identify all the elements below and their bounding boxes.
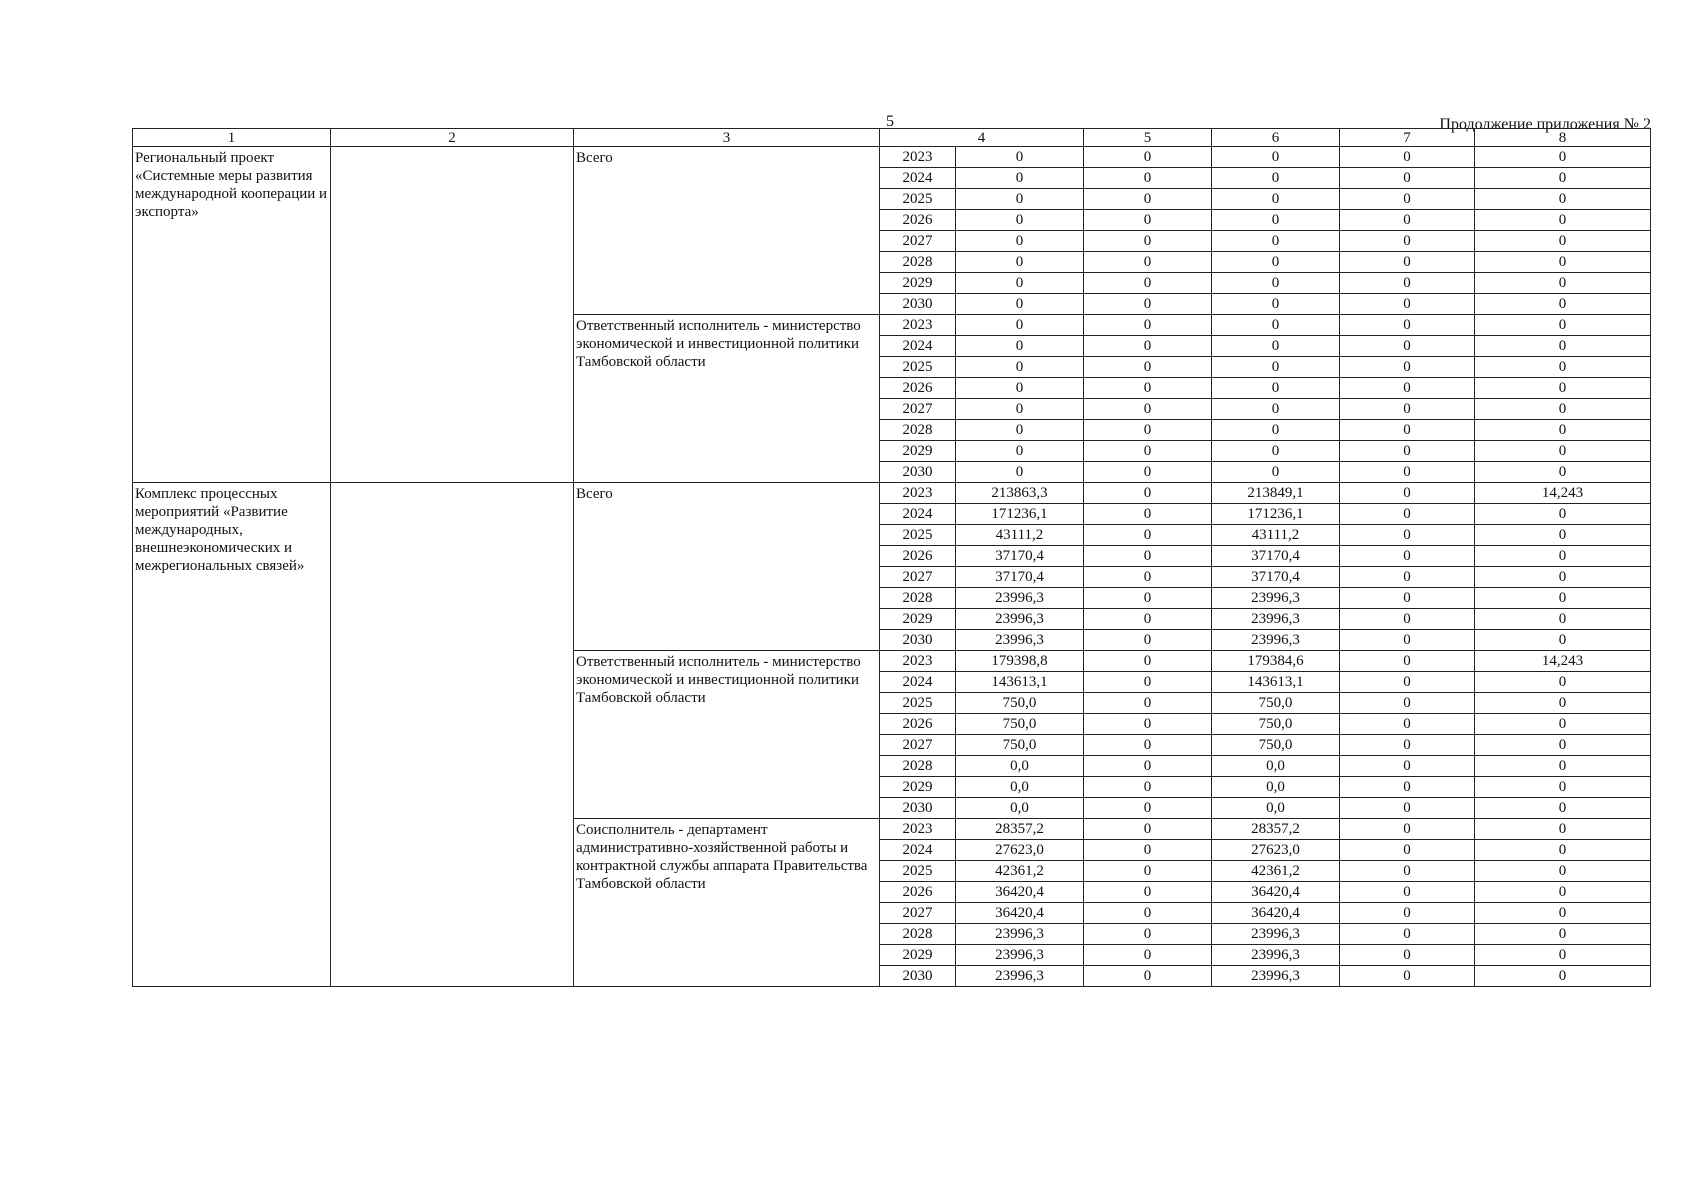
col6-cell: 0 <box>1212 294 1340 315</box>
col6-cell: 0 <box>1212 420 1340 441</box>
total-cell: 36420,4 <box>956 882 1084 903</box>
col5-cell: 0 <box>1084 819 1212 840</box>
col-header-5: 5 <box>1084 129 1212 147</box>
col6-cell: 23996,3 <box>1212 924 1340 945</box>
col6-cell: 36420,4 <box>1212 882 1340 903</box>
col5-cell: 0 <box>1084 231 1212 252</box>
col5-cell: 0 <box>1084 903 1212 924</box>
col7-cell: 0 <box>1340 819 1475 840</box>
col5-cell: 0 <box>1084 693 1212 714</box>
col-header-1: 1 <box>133 129 331 147</box>
year-cell: 2028 <box>880 252 956 273</box>
year-cell: 2023 <box>880 651 956 672</box>
col8-cell: 0 <box>1475 609 1651 630</box>
col6-cell: 143613,1 <box>1212 672 1340 693</box>
total-cell: 171236,1 <box>956 504 1084 525</box>
col7-cell: 0 <box>1340 798 1475 819</box>
col5-cell: 0 <box>1084 588 1212 609</box>
year-cell: 2026 <box>880 210 956 231</box>
year-cell: 2025 <box>880 861 956 882</box>
col6-cell: 0,0 <box>1212 798 1340 819</box>
col8-cell: 14,243 <box>1475 651 1651 672</box>
col8-cell: 0 <box>1475 399 1651 420</box>
total-cell: 27623,0 <box>956 840 1084 861</box>
col8-cell: 0 <box>1475 924 1651 945</box>
col8-cell: 14,243 <box>1475 483 1651 504</box>
col-header-7: 7 <box>1340 129 1475 147</box>
col5-cell: 0 <box>1084 420 1212 441</box>
col8-cell: 0 <box>1475 714 1651 735</box>
section-name: Комплекс процессных мероприятий «Развитие международных, внешнеэкономических и межрегиональных связей» <box>133 483 331 987</box>
col6-cell: 23996,3 <box>1212 588 1340 609</box>
year-cell: 2024 <box>880 840 956 861</box>
col5-cell: 0 <box>1084 525 1212 546</box>
year-cell: 2028 <box>880 924 956 945</box>
year-cell: 2024 <box>880 336 956 357</box>
col7-cell: 0 <box>1340 945 1475 966</box>
year-cell: 2024 <box>880 672 956 693</box>
total-cell: 0 <box>956 420 1084 441</box>
total-cell: 23996,3 <box>956 630 1084 651</box>
total-cell: 0 <box>956 168 1084 189</box>
year-cell: 2027 <box>880 399 956 420</box>
col8-cell: 0 <box>1475 798 1651 819</box>
col5-cell: 0 <box>1084 882 1212 903</box>
col6-cell: 750,0 <box>1212 693 1340 714</box>
col8-cell: 0 <box>1475 315 1651 336</box>
col-header-2: 2 <box>331 129 574 147</box>
col5-cell: 0 <box>1084 966 1212 987</box>
col7-cell: 0 <box>1340 147 1475 168</box>
year-cell: 2029 <box>880 945 956 966</box>
year-cell: 2027 <box>880 735 956 756</box>
col8-cell: 0 <box>1475 693 1651 714</box>
col7-cell: 0 <box>1340 399 1475 420</box>
col7-cell: 0 <box>1340 630 1475 651</box>
total-cell: 23996,3 <box>956 609 1084 630</box>
total-cell: 28357,2 <box>956 819 1084 840</box>
total-cell: 0,0 <box>956 798 1084 819</box>
col8-cell: 0 <box>1475 357 1651 378</box>
col7-cell: 0 <box>1340 966 1475 987</box>
col6-cell: 0 <box>1212 273 1340 294</box>
col7-cell: 0 <box>1340 357 1475 378</box>
year-cell: 2029 <box>880 441 956 462</box>
col7-cell: 0 <box>1340 609 1475 630</box>
col7-cell: 0 <box>1340 756 1475 777</box>
col8-cell: 0 <box>1475 756 1651 777</box>
col7-cell: 0 <box>1340 840 1475 861</box>
col7-cell: 0 <box>1340 735 1475 756</box>
total-cell: 0 <box>956 231 1084 252</box>
total-cell: 36420,4 <box>956 903 1084 924</box>
col7-cell: 0 <box>1340 441 1475 462</box>
total-cell: 143613,1 <box>956 672 1084 693</box>
col-header-4: 4 <box>880 129 1084 147</box>
col7-cell: 0 <box>1340 651 1475 672</box>
col5-cell: 0 <box>1084 735 1212 756</box>
col7-cell: 0 <box>1340 420 1475 441</box>
col5-cell: 0 <box>1084 252 1212 273</box>
col6-cell: 0 <box>1212 336 1340 357</box>
total-cell: 37170,4 <box>956 546 1084 567</box>
col7-cell: 0 <box>1340 672 1475 693</box>
col5-cell: 0 <box>1084 315 1212 336</box>
col6-cell: 43111,2 <box>1212 525 1340 546</box>
page-number: 5 <box>886 113 894 130</box>
col8-cell: 0 <box>1475 525 1651 546</box>
col8-cell: 0 <box>1475 273 1651 294</box>
col8-cell: 0 <box>1475 903 1651 924</box>
total-cell: 750,0 <box>956 735 1084 756</box>
col6-cell: 179384,6 <box>1212 651 1340 672</box>
col-header-3: 3 <box>574 129 880 147</box>
col7-cell: 0 <box>1340 252 1475 273</box>
col6-cell: 0 <box>1212 399 1340 420</box>
col6-cell: 0 <box>1212 315 1340 336</box>
col5-cell: 0 <box>1084 273 1212 294</box>
year-cell: 2029 <box>880 273 956 294</box>
year-cell: 2030 <box>880 966 956 987</box>
col8-cell: 0 <box>1475 147 1651 168</box>
year-cell: 2025 <box>880 189 956 210</box>
col7-cell: 0 <box>1340 567 1475 588</box>
col5-cell: 0 <box>1084 924 1212 945</box>
total-cell: 42361,2 <box>956 861 1084 882</box>
col8-cell: 0 <box>1475 819 1651 840</box>
year-cell: 2026 <box>880 714 956 735</box>
total-cell: 750,0 <box>956 714 1084 735</box>
col5-cell: 0 <box>1084 714 1212 735</box>
col6-cell: 23996,3 <box>1212 945 1340 966</box>
col5-cell: 0 <box>1084 756 1212 777</box>
col6-cell: 0 <box>1212 189 1340 210</box>
col5-cell: 0 <box>1084 945 1212 966</box>
total-cell: 0,0 <box>956 777 1084 798</box>
year-cell: 2030 <box>880 462 956 483</box>
col-header-8: 8 <box>1475 129 1651 147</box>
col8-cell: 0 <box>1475 231 1651 252</box>
col6-cell: 28357,2 <box>1212 819 1340 840</box>
col6-cell: 0 <box>1212 210 1340 231</box>
col8-cell: 0 <box>1475 462 1651 483</box>
total-cell: 750,0 <box>956 693 1084 714</box>
col6-cell: 0 <box>1212 462 1340 483</box>
col8-cell: 0 <box>1475 336 1651 357</box>
col8-cell: 0 <box>1475 777 1651 798</box>
year-cell: 2023 <box>880 147 956 168</box>
group-label: Ответственный исполнитель - министерство экономической и инвестиционной политики Тамбовской области <box>574 315 880 483</box>
col8-cell: 0 <box>1475 630 1651 651</box>
col5-cell: 0 <box>1084 546 1212 567</box>
total-cell: 0 <box>956 357 1084 378</box>
col-header-6: 6 <box>1212 129 1340 147</box>
continuation-label: Продолжение приложения № 2 <box>1439 116 1651 133</box>
year-cell: 2029 <box>880 777 956 798</box>
year-cell: 2024 <box>880 504 956 525</box>
year-cell: 2027 <box>880 903 956 924</box>
col5-cell: 0 <box>1084 672 1212 693</box>
col7-cell: 0 <box>1340 462 1475 483</box>
col7-cell: 0 <box>1340 168 1475 189</box>
col5-cell: 0 <box>1084 336 1212 357</box>
col8-cell: 0 <box>1475 210 1651 231</box>
col5-cell: 0 <box>1084 861 1212 882</box>
col5-cell: 0 <box>1084 210 1212 231</box>
total-cell: 23996,3 <box>956 588 1084 609</box>
year-cell: 2024 <box>880 168 956 189</box>
group-label: Соисполнитель - департамент административно-хозяйственной работы и контрактной службы аппарата Правительства Тамбовской области <box>574 819 880 987</box>
year-cell: 2023 <box>880 819 956 840</box>
group-label: Ответственный исполнитель - министерство экономической и инвестиционной политики Тамбовской области <box>574 651 880 819</box>
year-cell: 2023 <box>880 483 956 504</box>
col7-cell: 0 <box>1340 273 1475 294</box>
col6-cell: 23996,3 <box>1212 630 1340 651</box>
year-cell: 2023 <box>880 315 956 336</box>
total-cell: 23996,3 <box>956 945 1084 966</box>
total-cell: 37170,4 <box>956 567 1084 588</box>
col6-cell: 171236,1 <box>1212 504 1340 525</box>
col7-cell: 0 <box>1340 903 1475 924</box>
col7-cell: 0 <box>1340 714 1475 735</box>
group-label: Всего <box>574 483 880 651</box>
total-cell: 0 <box>956 252 1084 273</box>
col5-cell: 0 <box>1084 483 1212 504</box>
col6-cell: 42361,2 <box>1212 861 1340 882</box>
col6-cell: 750,0 <box>1212 714 1340 735</box>
year-cell: 2028 <box>880 756 956 777</box>
header-row <box>133 129 1651 147</box>
col6-cell: 0,0 <box>1212 777 1340 798</box>
col5-cell: 0 <box>1084 441 1212 462</box>
section-column-2 <box>331 147 574 483</box>
group-label: Всего <box>574 147 880 315</box>
table-row <box>133 483 1651 504</box>
col8-cell: 0 <box>1475 861 1651 882</box>
col6-cell: 27623,0 <box>1212 840 1340 861</box>
table-row <box>133 147 1651 168</box>
col6-cell: 0,0 <box>1212 756 1340 777</box>
col6-cell: 0 <box>1212 357 1340 378</box>
col8-cell: 0 <box>1475 567 1651 588</box>
col7-cell: 0 <box>1340 882 1475 903</box>
col6-cell: 0 <box>1212 147 1340 168</box>
total-cell: 43111,2 <box>956 525 1084 546</box>
year-cell: 2026 <box>880 882 956 903</box>
col8-cell: 0 <box>1475 966 1651 987</box>
col5-cell: 0 <box>1084 567 1212 588</box>
section-name: Региональный проект «Системные меры развития международной кооперации и экспорта» <box>133 147 331 483</box>
total-cell: 0 <box>956 189 1084 210</box>
table-body <box>133 147 1651 987</box>
col5-cell: 0 <box>1084 189 1212 210</box>
col6-cell: 36420,4 <box>1212 903 1340 924</box>
year-cell: 2028 <box>880 420 956 441</box>
total-cell: 0 <box>956 336 1084 357</box>
col6-cell: 23996,3 <box>1212 609 1340 630</box>
total-cell: 0 <box>956 441 1084 462</box>
col8-cell: 0 <box>1475 672 1651 693</box>
col5-cell: 0 <box>1084 294 1212 315</box>
col6-cell: 0 <box>1212 231 1340 252</box>
col7-cell: 0 <box>1340 336 1475 357</box>
col7-cell: 0 <box>1340 693 1475 714</box>
col8-cell: 0 <box>1475 168 1651 189</box>
col7-cell: 0 <box>1340 378 1475 399</box>
year-cell: 2026 <box>880 378 956 399</box>
total-cell: 0,0 <box>956 756 1084 777</box>
col6-cell: 0 <box>1212 252 1340 273</box>
total-cell: 0 <box>956 399 1084 420</box>
total-cell: 179398,8 <box>956 651 1084 672</box>
col8-cell: 0 <box>1475 378 1651 399</box>
total-cell: 23996,3 <box>956 966 1084 987</box>
year-cell: 2029 <box>880 609 956 630</box>
col8-cell: 0 <box>1475 252 1651 273</box>
total-cell: 0 <box>956 315 1084 336</box>
year-cell: 2027 <box>880 567 956 588</box>
col6-cell: 0 <box>1212 378 1340 399</box>
year-cell: 2030 <box>880 798 956 819</box>
col5-cell: 0 <box>1084 378 1212 399</box>
total-cell: 0 <box>956 273 1084 294</box>
col7-cell: 0 <box>1340 294 1475 315</box>
col8-cell: 0 <box>1475 441 1651 462</box>
total-cell: 213863,3 <box>956 483 1084 504</box>
col5-cell: 0 <box>1084 630 1212 651</box>
col5-cell: 0 <box>1084 504 1212 525</box>
col7-cell: 0 <box>1340 777 1475 798</box>
col5-cell: 0 <box>1084 777 1212 798</box>
col8-cell: 0 <box>1475 840 1651 861</box>
col8-cell: 0 <box>1475 189 1651 210</box>
col8-cell: 0 <box>1475 294 1651 315</box>
col7-cell: 0 <box>1340 588 1475 609</box>
total-cell: 0 <box>956 294 1084 315</box>
col7-cell: 0 <box>1340 483 1475 504</box>
year-cell: 2025 <box>880 525 956 546</box>
col6-cell: 750,0 <box>1212 735 1340 756</box>
col6-cell: 0 <box>1212 441 1340 462</box>
col7-cell: 0 <box>1340 189 1475 210</box>
col6-cell: 23996,3 <box>1212 966 1340 987</box>
year-cell: 2025 <box>880 357 956 378</box>
col7-cell: 0 <box>1340 231 1475 252</box>
col6-cell: 37170,4 <box>1212 546 1340 567</box>
col8-cell: 0 <box>1475 945 1651 966</box>
col5-cell: 0 <box>1084 651 1212 672</box>
year-cell: 2026 <box>880 546 956 567</box>
col5-cell: 0 <box>1084 399 1212 420</box>
year-cell: 2025 <box>880 693 956 714</box>
col7-cell: 0 <box>1340 210 1475 231</box>
funding-table <box>132 128 1651 987</box>
col7-cell: 0 <box>1340 525 1475 546</box>
total-cell: 0 <box>956 462 1084 483</box>
col8-cell: 0 <box>1475 882 1651 903</box>
col7-cell: 0 <box>1340 546 1475 567</box>
col5-cell: 0 <box>1084 357 1212 378</box>
year-cell: 2030 <box>880 630 956 651</box>
col5-cell: 0 <box>1084 840 1212 861</box>
year-cell: 2030 <box>880 294 956 315</box>
col7-cell: 0 <box>1340 504 1475 525</box>
col5-cell: 0 <box>1084 609 1212 630</box>
col6-cell: 213849,1 <box>1212 483 1340 504</box>
col8-cell: 0 <box>1475 735 1651 756</box>
col7-cell: 0 <box>1340 861 1475 882</box>
col8-cell: 0 <box>1475 504 1651 525</box>
col8-cell: 0 <box>1475 420 1651 441</box>
total-cell: 0 <box>956 147 1084 168</box>
col8-cell: 0 <box>1475 546 1651 567</box>
col5-cell: 0 <box>1084 462 1212 483</box>
total-cell: 0 <box>956 210 1084 231</box>
total-cell: 0 <box>956 378 1084 399</box>
col7-cell: 0 <box>1340 924 1475 945</box>
year-cell: 2028 <box>880 588 956 609</box>
total-cell: 23996,3 <box>956 924 1084 945</box>
col5-cell: 0 <box>1084 798 1212 819</box>
col6-cell: 0 <box>1212 168 1340 189</box>
col6-cell: 37170,4 <box>1212 567 1340 588</box>
col5-cell: 0 <box>1084 147 1212 168</box>
col7-cell: 0 <box>1340 315 1475 336</box>
section-column-2 <box>331 483 574 987</box>
col5-cell: 0 <box>1084 168 1212 189</box>
col8-cell: 0 <box>1475 588 1651 609</box>
year-cell: 2027 <box>880 231 956 252</box>
